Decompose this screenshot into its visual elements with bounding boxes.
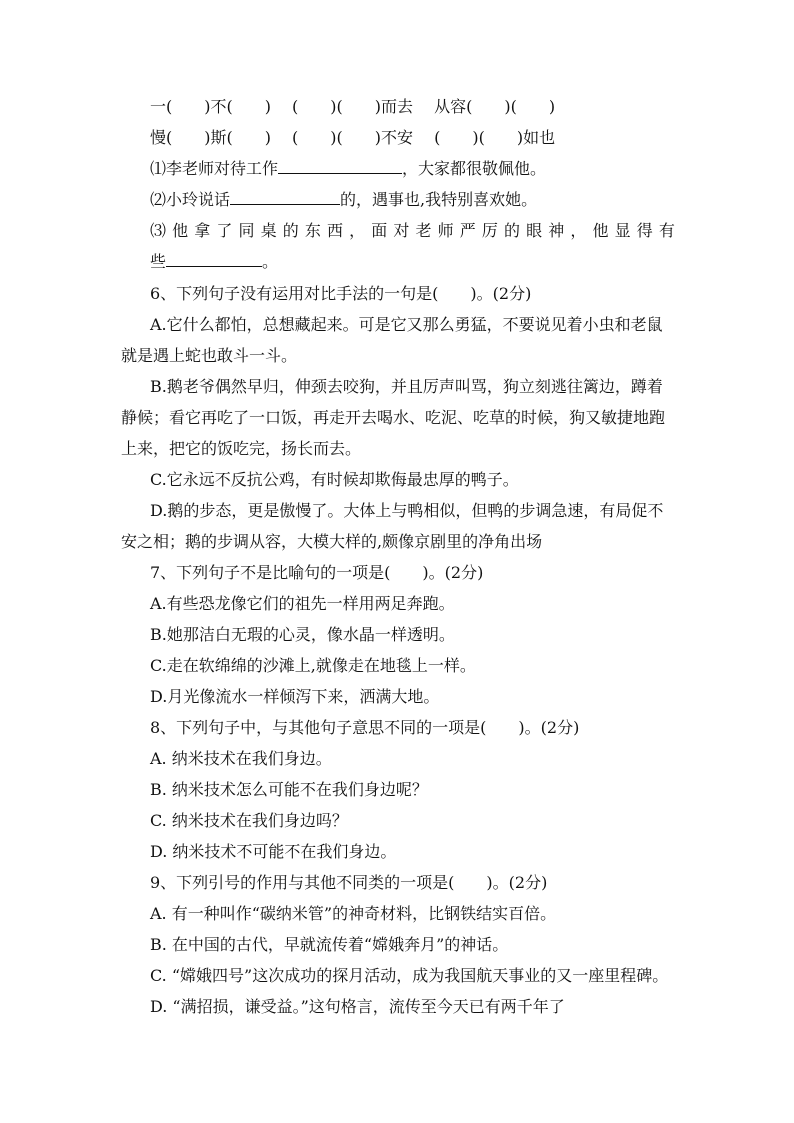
fill3-suffix: 。: [262, 252, 279, 271]
fill-sentence-3-cont: [150, 251, 278, 273]
fill1-suffix: ，大家都很敬佩他。: [402, 159, 547, 178]
idiom-row-1: 一( )不( ) ( )( )而去 从容( )( ): [150, 97, 556, 116]
q9-option-c: C. “嫦娥四号”这次成功的探月活动，成为我国航天事业的又一座里程碑。: [150, 966, 669, 985]
q6-option-b-cont1: 静候；看它再吃了一口饭，再走开去喝水、吃泥、吃草的时候，狗又敏捷地跑: [121, 408, 666, 427]
justified-char: 面: [371, 221, 388, 240]
q6-option-a-cont: 就是遇上蛇也敢斗一斗。: [121, 346, 298, 365]
q6-option-d-cont: 安之相；鹅的步调从容，大模大样的,颇像京剧里的净角出场: [121, 532, 543, 551]
fill1-prefix: ⑴李老师对待工作: [150, 159, 279, 178]
justified-char: 他: [172, 221, 189, 240]
justified-char: 拿: [194, 221, 211, 240]
fill-sentence-3: [150, 220, 675, 242]
idiom-row-2: 慢( )斯( ) ( )( )不安 ( )( )如也: [150, 128, 556, 147]
fill3-prefix: 些: [150, 252, 167, 271]
q8-option-d: D. 纳米技术不可能不在我们身边。: [150, 842, 397, 861]
q8-option-a: A. 纳米技术在我们身边。: [150, 749, 332, 768]
q7-stem: 7、下列句子不是比喻句的一项是( )。(2分): [150, 563, 484, 582]
fill2-prefix: ⑵小玲说话: [150, 190, 231, 209]
justified-char: 眼: [526, 221, 543, 240]
justified-char: 有: [658, 221, 675, 240]
justified-char: 严: [459, 221, 476, 240]
q7-option-c: C.走在软绵绵的沙滩上,就像走在地毯上一样。: [150, 656, 476, 675]
fill1-blank: [278, 158, 402, 174]
q9-stem: 9、下列引号的作用与其他不同类的一项是( )。(2分): [150, 873, 548, 892]
justified-char: 的: [282, 221, 299, 240]
q6-stem: 6、下列句子没有运用对比手法的一句是( )。(2分): [150, 284, 532, 303]
q6-option-b: B.鹅老爷偶然早归，伸颈去咬狗，并且厉声叫骂，狗立刻逃往篱边，蹲着: [150, 377, 663, 396]
fill-sentence-1: [150, 158, 546, 180]
q6-option-c: C.它永远不反抗公鸡，有时候却欺侮最忠厚的鸭子。: [150, 470, 519, 489]
justified-char: 桌: [260, 221, 277, 240]
justified-char: 得: [636, 221, 653, 240]
justified-char: 老: [415, 221, 432, 240]
q9-option-b: B. 在中国的古代，早就流传着“嫦娥奔月”的神话。: [150, 935, 509, 954]
justified-char: 对: [393, 221, 410, 240]
fill3-blank: [166, 251, 262, 267]
q7-option-a: A.有些恐龙像它们的祖先一样用两足奔跑。: [150, 594, 455, 613]
q7-option-b: B.她那洁白无瑕的心灵，像水晶一样透明。: [150, 625, 455, 644]
justified-char: ，: [570, 221, 587, 240]
fill2-blank: [230, 189, 340, 205]
justified-char: 他: [592, 221, 609, 240]
q8-option-c: C. 纳米技术在我们身边吗？: [150, 811, 348, 830]
q9-option-a: A. 有一种叫作“碳纳米管”的神奇材料，比钢铁结实百倍。: [150, 904, 557, 923]
justified-char: 显: [614, 221, 631, 240]
fill-sentence-2: [150, 189, 537, 211]
q6-option-d: D.鹅的步态，更是傲慢了。大体上与鸭相似，但鸭的步调急速，有局促不: [150, 501, 664, 520]
q6-option-a: A.它什么都怕，总想藏起来。可是它又那么勇猛，不要说见着小虫和老鼠: [150, 315, 663, 334]
justified-char: 同: [238, 221, 255, 240]
justified-char: 的: [504, 221, 521, 240]
q8-stem: 8、下列句子中，与其他句子意思不同的一项是( )。(2分): [150, 718, 580, 737]
justified-char: 厉: [481, 221, 498, 240]
q9-option-d: D. “满招损，谦受益。”这句格言，流传至今天已有两千年了: [150, 997, 565, 1016]
justified-char: 师: [437, 221, 454, 240]
justified-char: ⑶: [150, 221, 167, 240]
justified-char: ，: [349, 221, 366, 240]
q8-option-b: B. 纳米技术怎么可能不在我们身边呢？: [150, 780, 428, 799]
justified-char: 东: [304, 221, 321, 240]
justified-char: 了: [216, 221, 233, 240]
fill2-suffix: 的，遇事也,我特别喜欢她。: [340, 190, 538, 209]
q6-option-b-cont2: 上来，把它的饭吃完，扬长而去。: [121, 439, 362, 458]
justified-char: 神: [548, 221, 565, 240]
q7-option-d: D.月光像流水一样倾泻下来，洒满大地。: [150, 687, 440, 706]
justified-char: 西: [327, 221, 344, 240]
